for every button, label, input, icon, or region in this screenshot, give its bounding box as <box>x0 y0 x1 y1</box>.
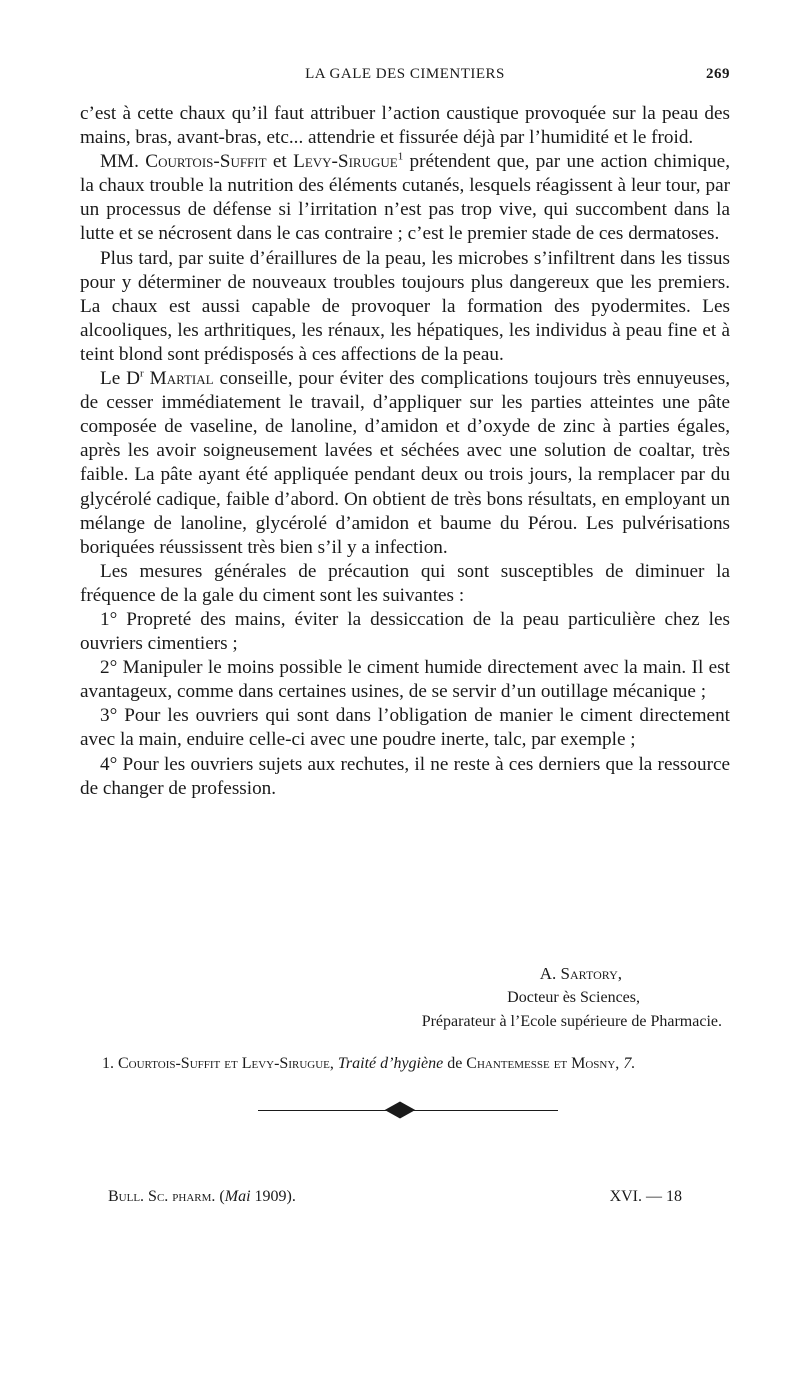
footnote-number: 1. <box>102 1055 118 1072</box>
author-name <box>80 962 730 986</box>
article-body <box>80 102 730 801</box>
author-name-inline: Courtois-Suffit <box>145 151 267 173</box>
footnote <box>80 1055 730 1073</box>
paragraph <box>80 367 730 560</box>
paragraph <box>80 247 730 367</box>
signature-block <box>80 962 730 1034</box>
issue-year: 1909). <box>250 1188 296 1205</box>
author-surname: Sartory, <box>560 964 622 983</box>
author-degree: Docteur ès Sciences, <box>507 989 640 1006</box>
date-open: ( <box>215 1188 225 1205</box>
footnote-editors: Chantemesse et Mosny, <box>466 1055 620 1072</box>
footnote-connector: de <box>443 1055 467 1072</box>
paragraph <box>80 704 730 752</box>
superscript: 1 <box>397 150 404 163</box>
journal-name: Bull. Sc. pharm. <box>108 1188 216 1205</box>
paragraph-text: Le D <box>100 368 141 390</box>
end-ornament-icon <box>385 1102 416 1119</box>
journal-citation <box>108 1188 296 1206</box>
paragraph <box>80 753 730 801</box>
paragraph-text: 4° Pour les ouvriers sujets aux rechutes, il ne reste à ces derniers que la ressource de changer de profession. <box>80 753 730 799</box>
paragraph <box>80 608 730 656</box>
paragraph-text: et <box>266 151 294 173</box>
paragraph <box>80 560 730 608</box>
superscript: r <box>140 367 144 380</box>
author-name-inline: Levy-Sirugue <box>293 151 398 173</box>
paragraph <box>80 102 730 150</box>
issue-month: Mai <box>224 1188 251 1205</box>
paragraph-text: prétendent que, par une action chimique, la chaux trouble la nutrition des éléments cutanés, lesquels réagissent à leur tour, par un processus de défense si l’irritation n’est pas trop vive, qui succombent dans la lutte et se nécrosent dans le cas contraire ; c’est le premier stade de ces dermatoses. <box>80 151 730 245</box>
paragraph-text: 3° Pour les ouvriers qui sont dans l’obligation de manier le ciment directement avec la main, enduire celle-ci avec une poudre inerte, talc, par exemple ; <box>80 705 730 751</box>
paragraph-text: conseille, pour éviter des complications toujours très ennuyeuses, de cesser immédiatement le travail, d’appliquer sur les parties atteintes une pâte composée de vaseline, de lanoline, d’amidon et d’oxyde de zinc à parties égales, après les avoir soigneusement lavées et séchées avec une solution de coaltar, très faible. La pâte ayant été appliquée pendant deux ou trois jours, la remplacer par du glycérolé cadique, faible d’abord. On obtient de très bons résultats, en employant un mélange de lanoline, glycérolé d’amidon et baume du Pérou. Les pulvérisations boriquées réussissent très bien s’il y a infection. <box>80 368 730 558</box>
paragraph-text: Les mesures générales de précaution qui sont susceptibles de diminuer la fréquence de la gale du ciment sont les suivantes : <box>80 560 730 606</box>
paragraph <box>80 150 730 246</box>
page-number: 269 <box>706 66 730 82</box>
footnote-volume: 7. <box>619 1055 636 1072</box>
running-title: LA GALE DES CIMENTIERS <box>305 66 505 82</box>
paragraph-text: Plus tard, par suite d’éraillures de la peau, les microbes s’infiltrent dans les tissus pour y déterminer de nouveaux troubles toujours plus dangereux que les premiers. La chaux est aussi capable de provoquer la formation des pyodermites. Les alcooliques, les arthritiques, les rénaux, les hépatiques, les individus à peau fine et à teint blond sont prédisposés à ces affections de la peau. <box>80 247 730 365</box>
author-name-inline: Martial <box>149 368 214 390</box>
footnote-title: Traité d’hygiène <box>337 1055 444 1072</box>
author-position: Préparateur à l’Ecole supérieure de Pharmacie. <box>421 1013 722 1030</box>
footnote-authors: Courtois-Suffit et Levy-Sirugue, <box>118 1055 334 1072</box>
paragraph-text: c’est à cette chaux qu’il faut attribuer l’action caustique provoquée sur la peau des mains, bras, avant-bras, etc... attendrie et fissurée déjà par l’humidité et le froid. <box>80 103 730 149</box>
volume-signature: XVI. — 18 <box>609 1188 682 1205</box>
paragraph-text: 1° Propreté des mains, éviter la dessiccation de la peau particulière chez les ouvriers cimentiers ; <box>80 608 730 655</box>
paragraph-text: 2° Manipuler le moins possible le ciment humide directement avec la main. Il est avantageux, comme dans certaines usines, de se servir d’un outillage mécanique ; <box>80 657 730 703</box>
paragraph-text: MM. <box>100 151 146 173</box>
paragraph <box>80 656 730 704</box>
author-initial: A. <box>539 964 561 983</box>
